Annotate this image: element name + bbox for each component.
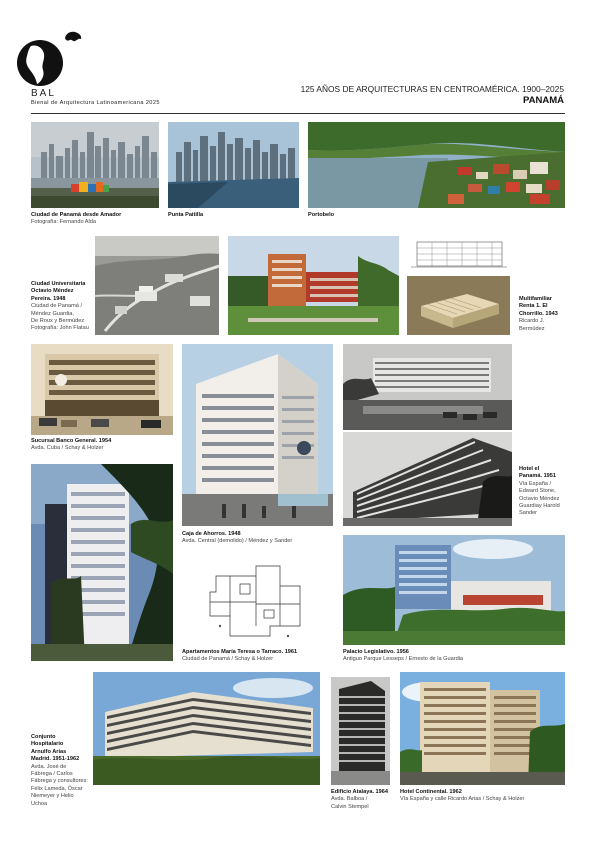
photo-punta-paitilla	[168, 122, 299, 208]
caption-atalaya: Edificio Atalaya. 1964 Avda. Balboa / Calvin Stempel	[331, 789, 388, 810]
caption-multifamiliar: Multifamiliar Renta 1. El Chorrillo. 1943 Ricardo J. Bermúdez	[519, 296, 558, 332]
caption-portobelo: Portobelo	[308, 212, 335, 218]
caption-caja-ahorros: Caja de Ahorros. 1948 Avda. Central (demolido) / Méndez y Sander	[182, 531, 293, 545]
photo-multifamiliar-model	[407, 276, 510, 335]
caption-palacio: Palacio Legislativo. 1956 Antiguo Parque Lesseps / Ernesto de la Guardia	[343, 649, 464, 663]
header-divider	[31, 113, 565, 114]
photo-ciudad-panama-amador	[31, 122, 159, 208]
logo-text: BAL	[31, 88, 56, 99]
caption-ciudad-panama: Ciudad de Panamá desde Amador Fotografía: Fernando Alda	[31, 212, 122, 226]
page-country: PANAMÁ	[523, 95, 564, 106]
drawing-multifamiliar-elevation	[407, 236, 510, 273]
photo-caja-de-ahorros	[182, 344, 333, 526]
page-title: 125 AÑOS DE ARQUITECTURAS EN CENTROAMÉRICA. 1900–2025	[300, 84, 564, 94]
photo-palacio-legislativo	[343, 535, 565, 645]
photo-edificio-atalaya	[331, 677, 390, 785]
photo-hotel-panama-1	[343, 344, 512, 430]
photo-apartamentos-maria-teresa	[31, 464, 173, 661]
photo-hotel-panama-2	[343, 432, 512, 526]
photo-portobelo	[308, 122, 565, 208]
photo-conjunto-hospitalario	[93, 672, 320, 785]
bal-logo-small-globe-icon	[63, 30, 83, 46]
photo-ciudad-universitaria-building	[228, 236, 399, 335]
drawing-apartamentos-floor-plan	[200, 556, 311, 645]
caption-continental: Hotel Continental. 1962 Vía España y calle Ricardo Arias / Schay & Holzer	[400, 789, 525, 803]
caption-hotel-panama: Hotel el Panamá. 1951 Vía España / Edward Stone, Octavio Méndez Guardiay Harold Sander	[519, 466, 560, 517]
caption-sucursal: Sucursal Banco General. 1954 Avda. Cuba / Schay & Holzer	[31, 438, 112, 452]
caption-ciudad-universitaria: Ciudad Universitaria Octavio Méndez Pereira. 1948 Ciudad de Panamá / Méndez Guardia, De Roux y Bermúdez Fotografía: John Flatau	[31, 281, 89, 332]
caption-conjunto-hospitalario: Conjunto Hospitalario Arnulfo Arias Madrid. 1951-1962 Avda. José de Fábrega / Carlos Fábrega y consultores: Félix Lameda, Óscar Niemeyer y Helio Uchoa	[31, 734, 88, 807]
photo-sucursal-banco-general	[31, 344, 173, 435]
caption-apartamentos: Apartamentos María Teresa o Tarraco. 1961 Ciudad de Panamá / Schay & Holzer	[182, 649, 298, 663]
bal-logo-globe-icon	[17, 40, 63, 86]
photo-ciudad-universitaria-aerial	[95, 236, 219, 335]
photo-hotel-continental	[400, 672, 565, 785]
caption-punta-paitilla: Punta Paitilla	[168, 212, 204, 218]
logo-subtitle: Bienal de Arquitectura Latinoamericana 2025	[31, 100, 160, 106]
